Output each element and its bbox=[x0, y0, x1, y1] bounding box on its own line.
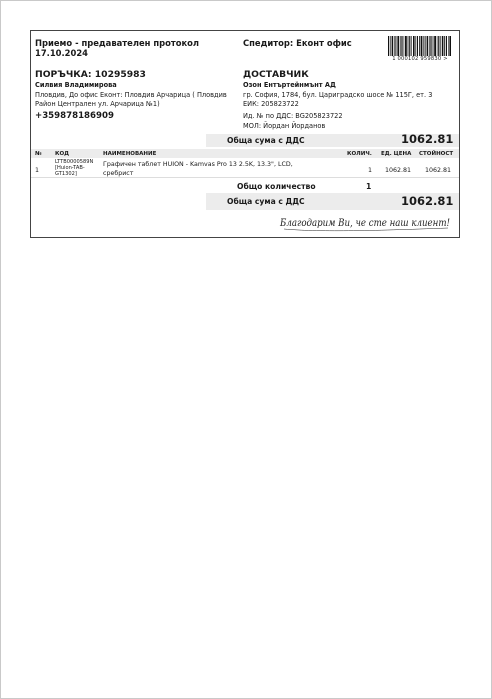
supplier-heading: ДОСТАВЧИК bbox=[243, 69, 309, 80]
row-code-line1: LTTB0000589N bbox=[55, 159, 94, 165]
customer-name: Силвия Владимирова bbox=[35, 81, 117, 89]
order-number: ПОРЪЧКА: 10295983 bbox=[35, 69, 146, 80]
supplier-mol: МОЛ: Йордан Йорданов bbox=[243, 122, 326, 130]
col-num: № bbox=[35, 150, 42, 157]
supplier-name: Озон Ентъртейнмънт АД bbox=[243, 81, 336, 89]
barcode-number: 1 000102 959830 > bbox=[392, 56, 448, 62]
table-header bbox=[31, 149, 459, 158]
supplier-eik: ЕИК: 205823722 bbox=[243, 100, 299, 108]
customer-address-line1: Пловдив, До офис Еконт: Пловдив Арчарица ( Пловдив bbox=[35, 91, 227, 99]
row-num: 1 bbox=[35, 167, 40, 174]
carrier-info bbox=[243, 38, 352, 48]
thank-you-signature bbox=[278, 211, 454, 233]
customer-phone: +359878186909 bbox=[35, 111, 114, 121]
supplier-vat: Ид. № по ДДС: BG205823722 bbox=[243, 112, 343, 120]
document-date: 17.10.2024 bbox=[35, 48, 88, 58]
barcode-image bbox=[388, 36, 452, 56]
supplier-address: гр. София, 1784, бул. Цариградско шосе № 115Г, ет. 3 bbox=[243, 91, 433, 99]
customer-address-line2: Район Централен ул. Арчарица №1) bbox=[35, 100, 160, 108]
row-code-line2: [Huion-TAB- bbox=[55, 165, 85, 171]
row-divider bbox=[31, 177, 459, 178]
protocol-document bbox=[30, 30, 460, 238]
total-quantity-label: Общо количество bbox=[237, 182, 316, 191]
grand-total-value: 1062.81 bbox=[401, 194, 454, 208]
carrier-value: Еконт офис bbox=[296, 38, 352, 48]
total-label: Обща сума с ДДС bbox=[227, 136, 305, 145]
total-value: 1062.81 bbox=[401, 132, 454, 146]
row-qty: 1 bbox=[368, 167, 373, 174]
total-quantity-value: 1 bbox=[366, 182, 372, 191]
row-code-line3: GT1302] bbox=[55, 171, 77, 177]
col-name: НАИМЕНОВАНИЕ bbox=[103, 150, 157, 157]
carrier-label: Спедитор: bbox=[243, 38, 294, 48]
thank-you-text: Благодарим Ви, че сте наш клиент! bbox=[279, 218, 450, 229]
row-unit-price: 1062.81 bbox=[385, 167, 412, 174]
row-name-line1: Графичен таблет HUION - Kamvas Pro 13 2.5K, 13.3", LCD, bbox=[103, 161, 293, 168]
row-value: 1062.81 bbox=[425, 167, 452, 174]
col-unit-price: ЕД. ЦЕНА bbox=[381, 150, 412, 157]
row-name-line2: сребрист bbox=[103, 170, 134, 177]
col-value: СТОЙНОСТ bbox=[419, 150, 454, 157]
col-qty: КОЛИЧ. bbox=[347, 150, 372, 157]
grand-total-label: Обща сума с ДДС bbox=[227, 197, 305, 206]
document-title: Приемо - предавателен протокол bbox=[35, 38, 200, 48]
col-code: КОД bbox=[55, 150, 70, 157]
